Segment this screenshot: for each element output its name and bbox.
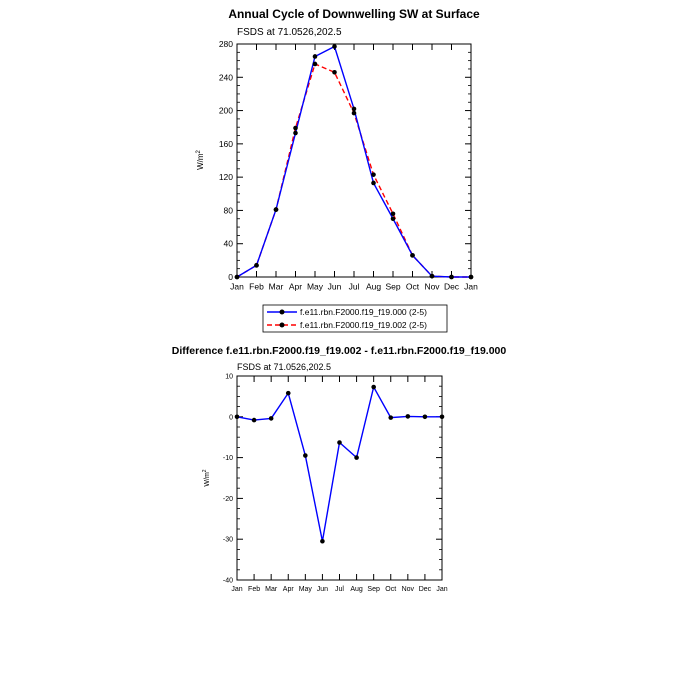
chart1-x-tick-label: Nov bbox=[424, 281, 440, 292]
chart1-y-axis-label bbox=[196, 149, 205, 169]
chart2-series-1-point bbox=[320, 539, 325, 544]
chart1-series-2-point bbox=[469, 275, 474, 280]
chart2-series-1-point bbox=[440, 415, 445, 420]
chart2-series-1-point bbox=[388, 415, 393, 420]
chart2-y-axis-label bbox=[202, 469, 211, 486]
chart1-series-2-point bbox=[391, 211, 396, 216]
chart2-y-tick-label: -30 bbox=[222, 536, 233, 544]
chart1-x-tick-label: May bbox=[306, 281, 324, 292]
chart1-series-1-line bbox=[237, 47, 471, 278]
chart2-y-tick-label: 10 bbox=[225, 373, 233, 381]
chart1-series-1-point bbox=[371, 181, 376, 186]
chart1-x-tick-label: Jan bbox=[464, 281, 478, 292]
chart1-y-tick-label: 120 bbox=[218, 172, 233, 183]
legend-label-series-2: f.e11.rbn.F2000.f19_f19.002 (2-5) bbox=[300, 320, 427, 330]
chart1-series-2-point bbox=[293, 126, 298, 131]
chart2-x-tick-label: Aug bbox=[350, 586, 363, 593]
chart1-series-2-point bbox=[274, 207, 279, 212]
chart1-plot-frame bbox=[237, 44, 471, 277]
chart1-series-1-point bbox=[352, 107, 357, 112]
chart2-series-1-point bbox=[423, 415, 428, 420]
chart2-x-tick-label: Jan bbox=[231, 586, 243, 593]
chart1-legend bbox=[263, 305, 447, 332]
chart2-series-1-point bbox=[371, 385, 376, 390]
chart1-axes bbox=[219, 39, 478, 292]
chart1-y-tick-label: 80 bbox=[223, 205, 233, 216]
chart1-x-tick-label: Sep bbox=[385, 281, 401, 292]
chart2-series-1-point bbox=[235, 415, 240, 420]
chart2-series-1-point bbox=[286, 391, 291, 396]
chart1-x-tick-label: Jul bbox=[348, 281, 360, 292]
chart1-series-2-point bbox=[254, 263, 259, 268]
chart1-series-2-point bbox=[449, 275, 454, 280]
chart1-series-2-point bbox=[371, 172, 376, 177]
chart2-x-tick-label: Sep bbox=[367, 586, 380, 593]
chart1-series-1-point bbox=[332, 44, 337, 49]
chart1-series bbox=[235, 44, 474, 279]
chart2-x-tick-label: Nov bbox=[401, 586, 415, 593]
chart1-series-2-point bbox=[235, 275, 240, 280]
chart1-title: Annual Cycle of Downwelling SW at Surface bbox=[228, 7, 480, 21]
chart2-y-axis-label-text: W/m bbox=[204, 472, 211, 487]
chart1-y-axis-label-text: W/m bbox=[196, 153, 205, 170]
legend-marker-series-2 bbox=[280, 323, 285, 328]
chart1-x-tick-label: Aug bbox=[365, 281, 382, 292]
chart1-series-2-point bbox=[332, 70, 337, 75]
chart1-subtitle: FSDS at 71.0526,202.5 bbox=[237, 27, 342, 38]
chart1-series-1-point bbox=[391, 216, 396, 221]
chart1-x-tick-label: Feb bbox=[249, 281, 264, 292]
chart2-x-tick-label: Mar bbox=[265, 586, 278, 593]
chart1-series-2-point bbox=[352, 111, 357, 116]
chart1-y-tick-label: 160 bbox=[218, 138, 233, 149]
chart1-x-tick-label: Jun bbox=[327, 281, 342, 292]
chart2-series-1-point bbox=[337, 440, 342, 445]
chart1-x-tick-label: Jan bbox=[230, 281, 244, 292]
chart1-x-tick-label: Oct bbox=[405, 281, 420, 292]
chart2-x-tick-label: Feb bbox=[248, 586, 261, 593]
chart2-series-1-point bbox=[269, 416, 274, 421]
chart2-y-tick-label: -40 bbox=[222, 577, 233, 585]
chart2-x-tick-label: Apr bbox=[282, 586, 294, 593]
chart2-x-tick-label: May bbox=[298, 586, 312, 593]
chart1-y-axis-label-exp: 2 bbox=[196, 150, 202, 154]
chart1-series-2-line bbox=[237, 64, 471, 277]
chart1-y-tick-label: 240 bbox=[218, 72, 233, 83]
chart2-series-1-point bbox=[252, 418, 257, 423]
chart1-series-1-point bbox=[313, 54, 318, 59]
chart1-y-tick-label: 200 bbox=[218, 105, 233, 116]
chart2-x-tick-label: Jan bbox=[436, 586, 448, 593]
annual-cycle-chart bbox=[196, 7, 480, 292]
chart2-series bbox=[235, 385, 445, 544]
legend-label-series-1: f.e11.rbn.F2000.f19_f19.000 (2-5) bbox=[300, 307, 427, 317]
chart2-series-1-line bbox=[237, 387, 442, 541]
chart2-series-1-point bbox=[406, 414, 411, 419]
chart1-series-1-point bbox=[293, 131, 298, 136]
chart1-series-2-point bbox=[410, 253, 415, 258]
chart1-y-tick-label: 280 bbox=[218, 38, 233, 49]
chart2-title: Difference f.e11.rbn.F2000.f19_f19.002 - f.e11.rbn.F2000.f19_f19.000 bbox=[171, 345, 507, 357]
chart2-subtitle: FSDS at 71.0526,202.5 bbox=[237, 362, 332, 372]
chart1-series-2-point bbox=[430, 274, 435, 279]
chart2-x-tick-label: Dec bbox=[418, 586, 432, 593]
chart2-series-1-point bbox=[303, 453, 308, 458]
chart1-y-tick-label: 0 bbox=[228, 271, 233, 282]
chart2-y-tick-label: -20 bbox=[222, 495, 233, 503]
chart1-y-tick-label: 40 bbox=[223, 238, 233, 249]
chart2-x-tick-label: Oct bbox=[385, 586, 397, 593]
chart2-x-tick-label: Jul bbox=[335, 586, 344, 593]
chart2-y-tick-label: 0 bbox=[229, 414, 233, 422]
chart2-series-1-point bbox=[354, 455, 359, 460]
chart2-y-axis-label-exp: 2 bbox=[202, 469, 208, 473]
chart1-x-tick-label: Mar bbox=[268, 281, 284, 292]
chart2-x-tick-label: Jun bbox=[316, 586, 329, 593]
difference-chart bbox=[172, 345, 507, 593]
chart2-axes bbox=[223, 373, 448, 593]
chart1-x-tick-label: Apr bbox=[288, 281, 303, 292]
chart1-x-tick-label: Dec bbox=[443, 281, 460, 292]
legend-marker-series-1 bbox=[280, 310, 285, 315]
chart2-plot-frame bbox=[237, 376, 442, 580]
chart1-series-2-point bbox=[313, 62, 318, 67]
chart2-y-tick-label: -10 bbox=[222, 455, 233, 463]
